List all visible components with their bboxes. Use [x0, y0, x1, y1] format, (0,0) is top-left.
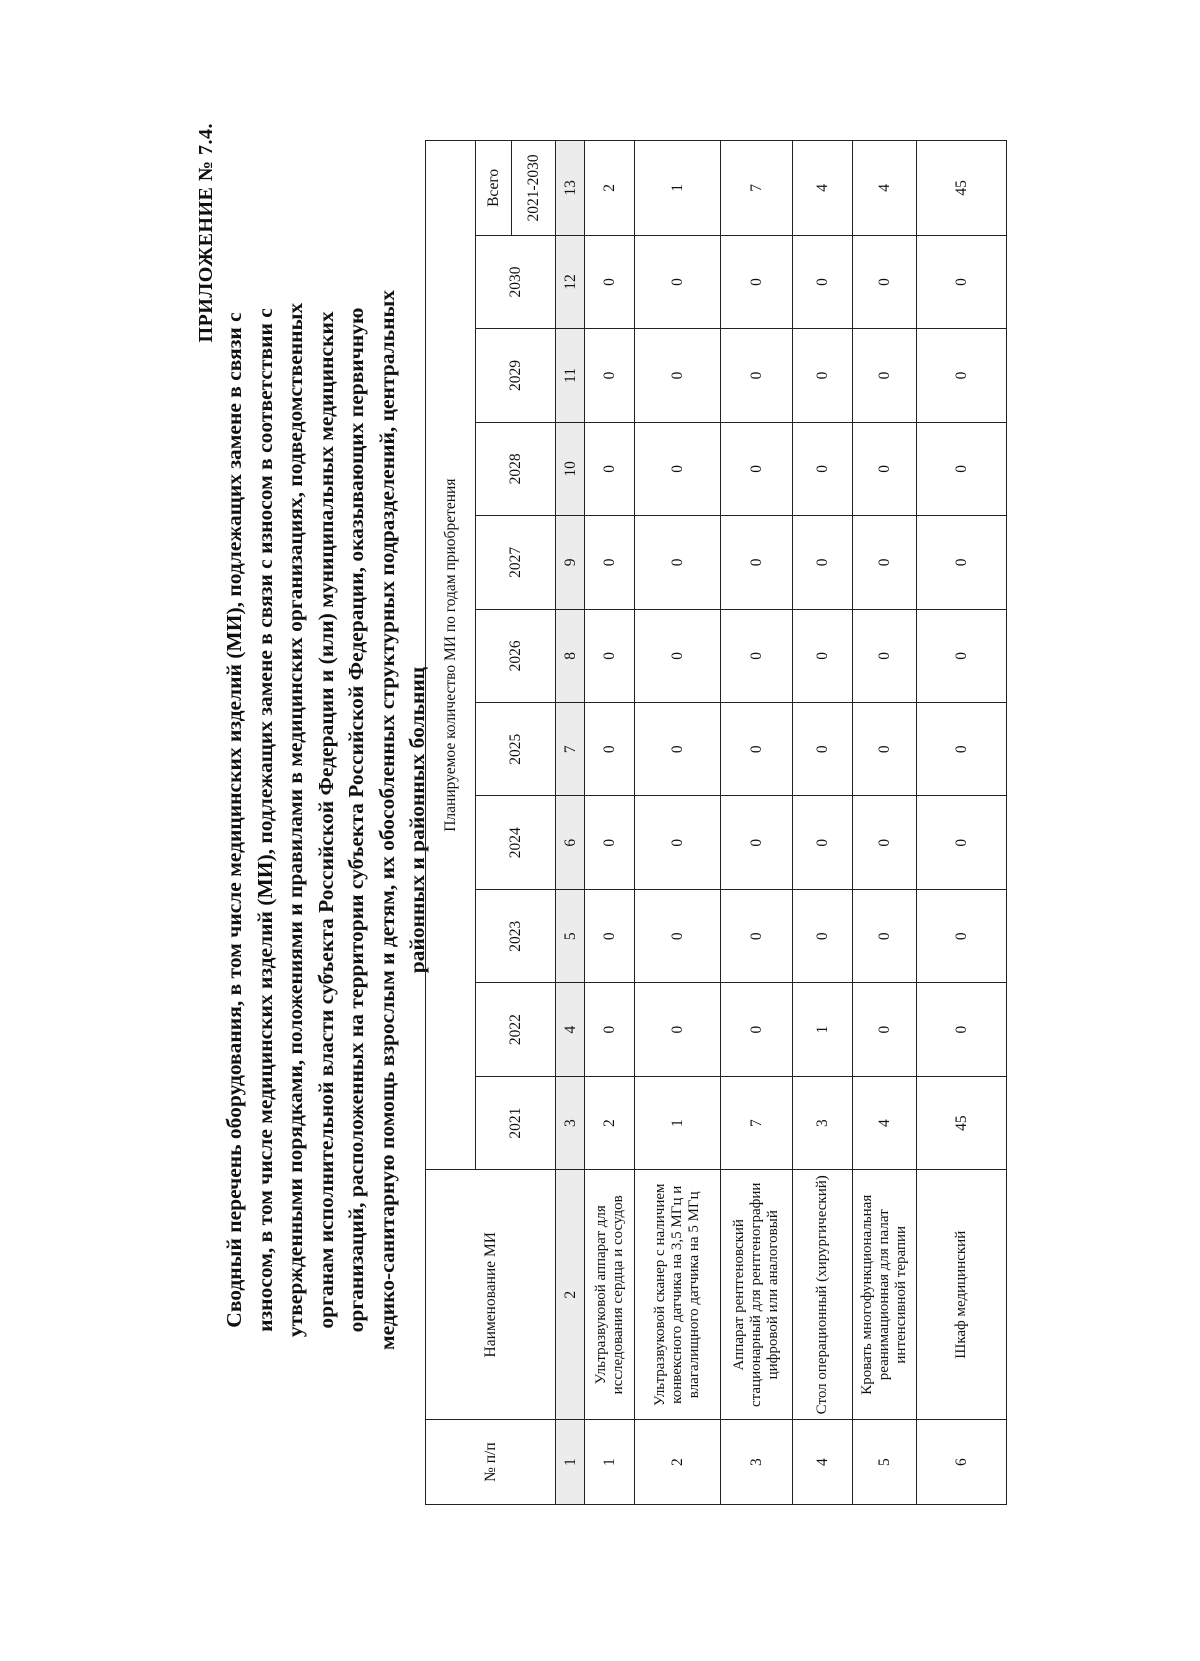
column-number: 9: [556, 516, 585, 609]
document-title: [219, 115, 433, 1525]
row-total: 2: [585, 141, 635, 236]
row-no: 2: [635, 1420, 721, 1505]
header-year: 2029: [476, 329, 556, 422]
header-year: 2030: [476, 235, 556, 328]
row-no: 3: [721, 1420, 793, 1505]
appendix-label: ПРИЛОЖЕНИЕ № 7.4.: [195, 123, 217, 343]
column-number: 4: [556, 983, 585, 1076]
column-number: 8: [556, 609, 585, 702]
row-total: 7: [721, 141, 793, 236]
row-value: 0: [585, 889, 635, 982]
row-value: 0: [585, 983, 635, 1076]
header-year: 2022: [476, 983, 556, 1076]
row-value: 0: [853, 516, 917, 609]
row-value: 0: [635, 329, 721, 422]
row-name: Стол операционный (хирургический): [793, 1170, 853, 1420]
row-value: 0: [721, 609, 793, 702]
row-name: Аппарат рентгеновский стационарный для рентгенографии цифровой или аналоговый: [721, 1170, 793, 1420]
row-value: 0: [635, 235, 721, 328]
row-value: 0: [917, 889, 1007, 982]
row-value: 0: [793, 796, 853, 889]
header-total-period: 2021-2030: [512, 141, 556, 236]
row-value: 0: [585, 796, 635, 889]
column-number: 3: [556, 1076, 585, 1169]
row-value: 0: [793, 516, 853, 609]
row-name: Ультразвуковой аппарат для исследования сердца и сосудов: [585, 1170, 635, 1420]
row-value: 0: [635, 516, 721, 609]
row-value: 45: [917, 1076, 1007, 1169]
row-value: 0: [917, 516, 1007, 609]
row-no: 6: [917, 1420, 1007, 1505]
equipment-table: [425, 140, 1007, 1505]
row-value: 0: [853, 889, 917, 982]
row-value: 0: [793, 422, 853, 515]
table-row: [793, 141, 853, 1505]
row-value: 0: [917, 422, 1007, 515]
table-row: [853, 141, 917, 1505]
row-value: 0: [721, 796, 793, 889]
row-value: 0: [793, 889, 853, 982]
header-year: 2023: [476, 889, 556, 982]
row-value: 0: [853, 983, 917, 1076]
row-value: 0: [635, 983, 721, 1076]
row-total: 45: [917, 141, 1007, 236]
row-value: 0: [585, 422, 635, 515]
row-name: Шкаф медицинский: [917, 1170, 1007, 1420]
title-line: организаций, расположенных на территории субъекта Российской Федерации, оказывающих первичную: [344, 307, 368, 1333]
row-value: 0: [917, 329, 1007, 422]
column-number: 10: [556, 422, 585, 515]
header-total: Всего: [476, 141, 512, 236]
column-number: 7: [556, 703, 585, 796]
row-name: Ультразвуковой сканер с наличием конвексного датчика на 3,5 МГц и влагалищного датчика на 5 МГц: [635, 1170, 721, 1420]
row-value: 0: [585, 235, 635, 328]
row-value: 0: [721, 422, 793, 515]
header-year: 2021: [476, 1076, 556, 1169]
row-value: 2: [585, 1076, 635, 1169]
title-line: органам исполнительной власти субъекта Российской Федерации и (или) муниципальных медицинских: [313, 311, 338, 1329]
title-line: утвержденными порядками, положениями и правилами в медицинских организациях, подведомственных: [283, 302, 307, 1338]
column-number: 1: [556, 1420, 585, 1505]
row-total: 4: [793, 141, 853, 236]
row-value: 0: [721, 329, 793, 422]
table-row: [635, 141, 721, 1505]
header-year: 2027: [476, 516, 556, 609]
row-value: 0: [853, 703, 917, 796]
column-number: 2: [556, 1170, 585, 1420]
column-number: 11: [556, 329, 585, 422]
table-row: [721, 141, 793, 1505]
header-year: 2026: [476, 609, 556, 702]
row-value: 0: [917, 796, 1007, 889]
column-number: 6: [556, 796, 585, 889]
row-no: 5: [853, 1420, 917, 1505]
row-value: 0: [635, 609, 721, 702]
row-total: 4: [853, 141, 917, 236]
row-value: 7: [721, 1076, 793, 1169]
row-value: 0: [635, 703, 721, 796]
row-value: 0: [853, 796, 917, 889]
row-value: 4: [853, 1076, 917, 1169]
row-value: 0: [635, 889, 721, 982]
row-value: 0: [721, 235, 793, 328]
title-line: износом, в том числе медицинских изделий (МИ), подлежащих замене в связи с износом в соответствии с: [252, 308, 277, 1332]
table-row: [585, 141, 635, 1505]
column-number: 5: [556, 889, 585, 982]
title-line: медико-санитарную помощь взрослым и детям, их обособленных структурных подразделений, центральных: [374, 290, 399, 1350]
row-value: 0: [853, 235, 917, 328]
header-year: 2025: [476, 703, 556, 796]
row-total: 1: [635, 141, 721, 236]
row-value: 0: [585, 516, 635, 609]
header-group: Планируемое количество МИ по годам приобретения: [426, 141, 476, 1170]
row-value: 0: [721, 703, 793, 796]
row-value: 3: [793, 1076, 853, 1169]
row-value: 1: [793, 983, 853, 1076]
row-value: 0: [917, 983, 1007, 1076]
row-value: 0: [917, 703, 1007, 796]
row-value: 0: [585, 703, 635, 796]
rotated-content: [195, 95, 1005, 1535]
row-value: 0: [853, 329, 917, 422]
row-value: 1: [635, 1076, 721, 1169]
row-value: 0: [585, 609, 635, 702]
row-value: 0: [853, 422, 917, 515]
column-number: 12: [556, 235, 585, 328]
row-value: 0: [793, 329, 853, 422]
row-value: 0: [793, 609, 853, 702]
header-no: № п/п: [426, 1420, 556, 1505]
row-value: 0: [721, 516, 793, 609]
header-name: Наименование МИ: [426, 1170, 556, 1420]
row-value: 0: [917, 235, 1007, 328]
row-value: 0: [793, 235, 853, 328]
title-line: Сводный перечень оборудования, в том числе медицинских изделий (МИ), подлежащих замене в связи с: [222, 312, 246, 1328]
row-value: 0: [585, 329, 635, 422]
row-value: 0: [721, 983, 793, 1076]
row-no: 4: [793, 1420, 853, 1505]
column-number: 13: [556, 141, 585, 236]
row-name: Кровать многофункциональная реанимационная для палат интенсивной терапии: [853, 1170, 917, 1420]
row-value: 0: [721, 889, 793, 982]
header-year: 2024: [476, 796, 556, 889]
header-year: 2028: [476, 422, 556, 515]
row-no: 1: [585, 1420, 635, 1505]
table-row: [917, 141, 1007, 1505]
row-value: 0: [853, 609, 917, 702]
title-line: районных и районных больниц: [405, 666, 429, 974]
row-value: 0: [635, 796, 721, 889]
row-value: 0: [793, 703, 853, 796]
row-value: 0: [635, 422, 721, 515]
row-value: 0: [917, 609, 1007, 702]
column-number-row: [556, 141, 585, 1505]
